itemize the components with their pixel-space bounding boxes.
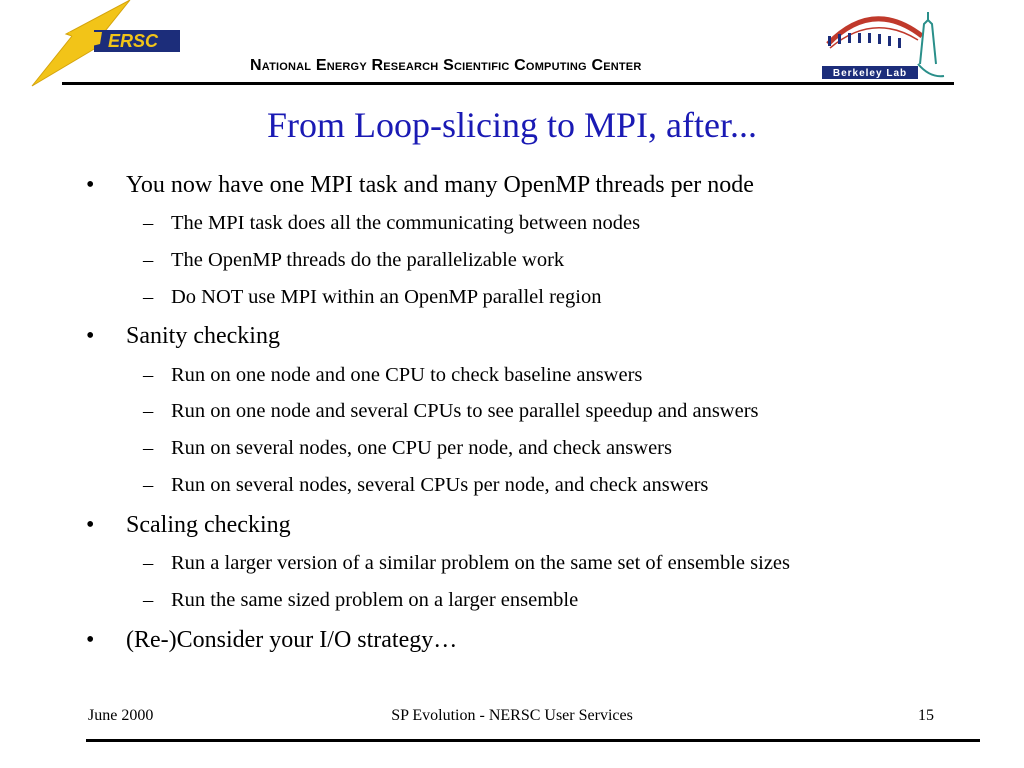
sub-bullet-item: [143, 249, 565, 272]
bullet-text: (Re-)Consider your I/O strategy…: [126, 627, 458, 653]
sub-bullet-text: Run the same sized problem on a larger ensemble: [171, 589, 579, 611]
berkeley-lab-logo: [818, 2, 948, 82]
dash-icon: –: [143, 400, 154, 422]
sub-bullet-item: [143, 400, 759, 423]
page-number: 15: [918, 707, 934, 724]
bullet-item: [86, 512, 291, 539]
dash-icon: –: [143, 589, 154, 611]
footer-title: SP Evolution - NERSC User Services: [391, 707, 633, 724]
dash-icon: –: [143, 437, 154, 459]
sub-bullet-text: Do NOT use MPI within an OpenMP parallel region: [171, 286, 602, 308]
sub-bullet-text: Run on one node and one CPU to check baseline answers: [171, 364, 643, 386]
bullet-text: You now have one MPI task and many OpenMP threads per node: [126, 172, 754, 198]
bullet-text: Scaling checking: [126, 512, 291, 538]
sub-bullet-item: [143, 364, 643, 387]
footer-date: June 2000: [88, 707, 154, 724]
sub-bullet-item: [143, 552, 791, 575]
dash-icon: –: [143, 552, 154, 574]
bullet-icon: •: [86, 512, 95, 538]
sub-bullet-item: [143, 212, 641, 235]
sub-bullet-text: Run a larger version of a similar problem on the same set of ensemble sizes: [171, 552, 791, 574]
bullet-icon: •: [86, 323, 95, 349]
center-name: National Energy Research Scientific Computing Center: [250, 57, 642, 74]
bullet-icon: •: [86, 172, 95, 198]
bullet-icon: •: [86, 627, 95, 653]
nersc-logo-text: ERSC: [108, 31, 159, 51]
dash-icon: –: [143, 364, 154, 386]
dash-icon: –: [143, 474, 154, 496]
sub-bullet-text: The MPI task does all the communicating between nodes: [171, 212, 641, 234]
bullet-text: Sanity checking: [126, 323, 280, 349]
slide-title: From Loop-slicing to MPI, after...: [267, 105, 757, 145]
sub-bullet-item: [143, 437, 672, 460]
bullet-item: [86, 172, 754, 199]
dash-icon: –: [143, 249, 154, 271]
header-rule: [62, 82, 954, 85]
footer-rule: [86, 739, 980, 742]
sub-bullet-text: The OpenMP threads do the parallelizable work: [171, 249, 565, 271]
sub-bullet-item: [143, 589, 579, 612]
dash-icon: –: [143, 212, 154, 234]
bullet-item: [86, 627, 458, 654]
bullet-item: [86, 323, 280, 350]
sub-bullet-text: Run on several nodes, one CPU per node, and check answers: [171, 437, 672, 459]
sub-bullet-text: Run on one node and several CPUs to see parallel speedup and answers: [171, 400, 759, 422]
berkeley-lab-logo-text: Berkeley Lab: [832, 68, 908, 79]
sub-bullet-text: Run on several nodes, several CPUs per node, and check answers: [171, 474, 709, 496]
dash-icon: –: [143, 286, 154, 308]
sub-bullet-item: [143, 286, 602, 309]
nersc-logo: [28, 0, 188, 92]
sub-bullet-item: [143, 474, 709, 497]
